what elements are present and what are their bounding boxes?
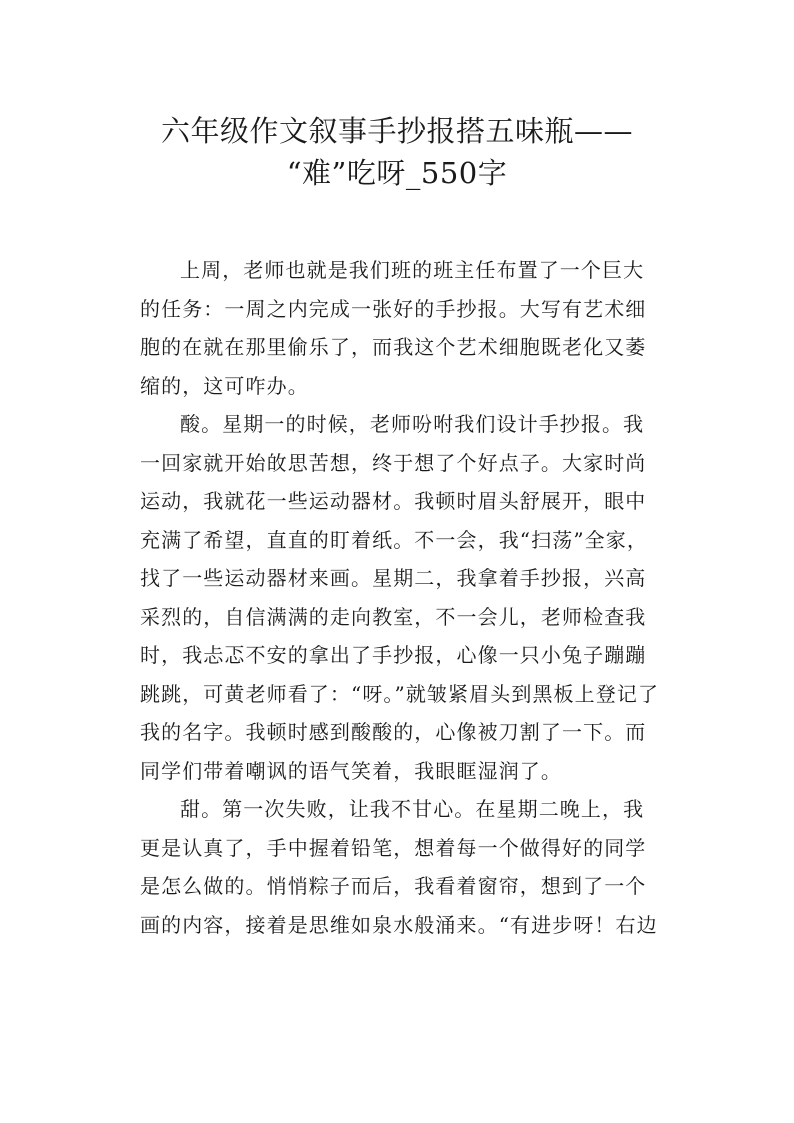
paragraph: 甜。第一次失败，让我不甘心。在星期二晚上，我更是认真了，手中握着铅笔，想着每一个做得好的同学是怎么做的。悄悄粽子而后，我看着窗帘，想到了一个画的内容，接着是思维如泉水般涌来。“有进步呀！右边 <box>140 797 658 937</box>
title-line-1: 六年级作文叙事手抄报搭五味瓶—— <box>160 114 633 148</box>
paragraph: 酸。星期一的时候，老师吩咐我们设计手抄报。我一回家就开始敀思苦想，终于想了个好点子。大家时尚运动，我就花一些运动器材。我顿时眉头舒展开，眼中充满了希望，直直的盯着纸。不一会，我“扫荡”全家，找了一些运动器材来画。星期二，我拿着手抄报，兴高采烈的，自信满满的走向教室，不一会儿，老师检查我时，我忐忑不安的拿出了手抄报，心像一只小兔子蹦蹦跳跳，可黄老师看了：“呀。”就皱紧眉头到黑板上登记了我的名字。我顿时感到酸酸的，心像被刀割了一下。而同学们带着嘲讽的语气笑着，我眼眶湿润了。 <box>140 412 660 783</box>
document-title <box>0 110 794 194</box>
title-line-2: “难”吃呀_550字 <box>286 156 508 190</box>
paragraph: 上周，老师也就是我们班的班主任布置了一个巨大的任务：一周之内完成一张好的手抄报。大写有艺术细胞的在就在那里偷乐了，而我这个艺术细胞既老化又萎缩的，这可咋办。 <box>140 258 647 398</box>
document-body <box>140 251 662 944</box>
